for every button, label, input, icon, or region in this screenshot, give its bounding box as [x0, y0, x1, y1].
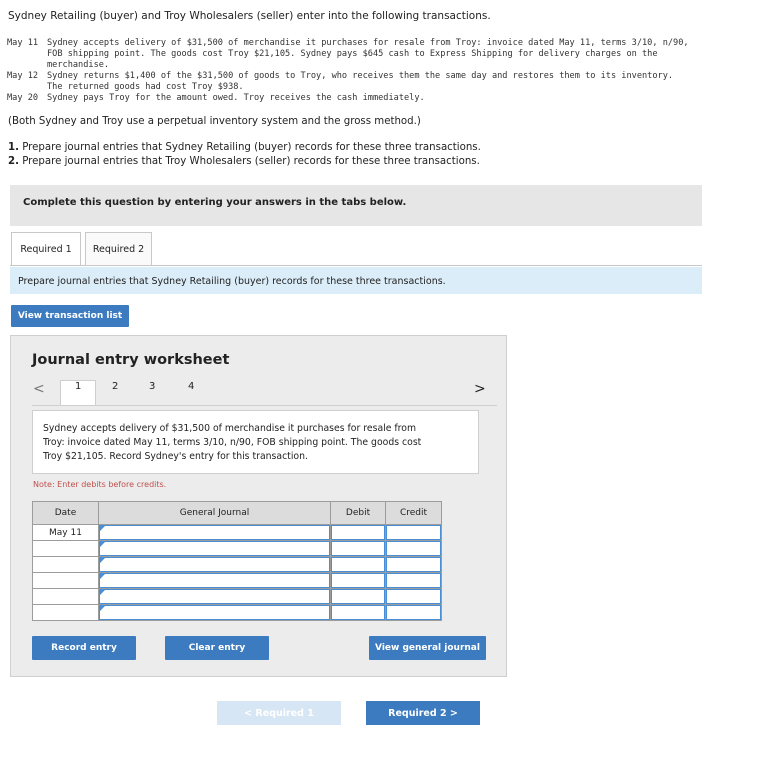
journal-row [33, 605, 442, 621]
dropdown-marker-icon [100, 574, 105, 579]
debit-input-cell [331, 573, 386, 589]
debit-column-header: Debit [331, 502, 386, 525]
account-input[interactable] [99, 605, 330, 620]
tab-required-1[interactable]: Required 1 [11, 232, 81, 266]
dropdown-marker-icon [100, 526, 105, 531]
instruction-bar [10, 267, 702, 294]
requirement-text: Prepare journal entries that Sydney Retailing (buyer) records for these three transactions. [22, 142, 481, 153]
prev-required-button[interactable]: < Required 1 [217, 701, 341, 725]
date-column-header: Date [33, 502, 99, 525]
pager-divider [32, 405, 497, 406]
account-input[interactable] [99, 541, 330, 556]
account-input[interactable] [99, 557, 330, 572]
transaction-may-20 [7, 93, 747, 105]
account-input[interactable] [99, 525, 330, 540]
requirement-1 [8, 142, 481, 153]
requirement-number: 1. [8, 142, 19, 153]
debit-input-cell [331, 605, 386, 621]
page-tab-1[interactable]: 1 [75, 381, 82, 392]
debit-input-cell [331, 589, 386, 605]
account-input-cell [99, 557, 331, 573]
credit-input-cell [386, 541, 442, 557]
page-tab-3[interactable]: 3 [149, 381, 156, 392]
instruction-text: Prepare journal entries that Sydney Retailing (buyer) records for these three transactions. [18, 276, 446, 287]
tab-divider [10, 265, 702, 266]
prev-page-chevron-icon[interactable]: < [33, 381, 45, 397]
account-input-cell [99, 541, 331, 557]
requirement-number: 2. [8, 156, 19, 167]
transaction-description: Sydney accepts delivery of $31,500 of merchandise it purchases for resale from Troy: invoice dated May 11, terms 3/10, n/90, FOB shipping point. The goods cost Troy $21,105. Sydney pays $645 cash to Express Shipping for delivery charges on the merchandise. [47, 38, 689, 70]
debit-input[interactable] [331, 525, 385, 540]
credit-input-cell [386, 573, 442, 589]
question-text: Sydney accepts delivery of $31,500 of merchandise it purchases for resale from Troy: invoice dated May 11, terms 3/10, n/90, FOB shipping point. The goods cost Troy $21,105. Record Sydney's entry for this transaction. [43, 423, 422, 462]
page-tab-2[interactable]: 2 [112, 381, 119, 392]
credit-column-header: Credit [386, 502, 442, 525]
debits-credits-note: Note: Enter debits before credits. [33, 480, 167, 489]
journal-row [33, 525, 442, 541]
transaction-date: May 20 [7, 93, 39, 103]
dropdown-marker-icon [100, 558, 105, 563]
intro-text: Sydney Retailing (buyer) and Troy Wholesalers (seller) enter into the following transactions. [8, 10, 491, 22]
credit-input[interactable] [386, 605, 441, 620]
date-cell[interactable] [33, 605, 99, 621]
date-cell[interactable] [33, 557, 99, 573]
journal-table [32, 501, 442, 621]
question-box [32, 410, 479, 474]
debit-input[interactable] [331, 557, 385, 572]
transaction-date: May 11 [7, 38, 39, 48]
worksheet-title: Journal entry worksheet [32, 352, 230, 368]
date-cell[interactable] [33, 589, 99, 605]
complete-question-banner [10, 185, 702, 226]
date-cell[interactable]: May 11 [33, 525, 99, 541]
next-required-button[interactable]: Required 2 > [366, 701, 480, 725]
credit-input-cell [386, 525, 442, 541]
account-input[interactable] [99, 573, 330, 588]
journal-row [33, 541, 442, 557]
transaction-may-12 [7, 71, 747, 93]
date-cell[interactable] [33, 573, 99, 589]
credit-input-cell [386, 589, 442, 605]
transaction-description: Sydney pays Troy for the amount owed. Troy receives the cash immediately. [47, 93, 425, 103]
tab-required-2[interactable]: Required 2 [85, 232, 152, 266]
debit-input[interactable] [331, 573, 385, 588]
general-journal-column-header: General Journal [99, 502, 331, 525]
journal-row [33, 557, 442, 573]
credit-input[interactable] [386, 557, 441, 572]
record-entry-button[interactable]: Record entry [32, 636, 136, 660]
account-input-cell [99, 605, 331, 621]
requirement-2 [8, 156, 480, 167]
account-input-cell [99, 573, 331, 589]
journal-row [33, 589, 442, 605]
journal-row [33, 573, 442, 589]
page-tab-4[interactable]: 4 [188, 381, 195, 392]
debit-input[interactable] [331, 605, 385, 620]
view-general-journal-button[interactable]: View general journal [369, 636, 486, 660]
debit-input[interactable] [331, 541, 385, 556]
account-input[interactable] [99, 589, 330, 604]
dropdown-marker-icon [100, 542, 105, 547]
account-input-cell [99, 589, 331, 605]
journal-entry-worksheet [10, 335, 507, 677]
credit-input-cell [386, 557, 442, 573]
debit-input[interactable] [331, 589, 385, 604]
account-input-cell [99, 525, 331, 541]
credit-input[interactable] [386, 573, 441, 588]
dropdown-marker-icon [100, 606, 105, 611]
credit-input[interactable] [386, 541, 441, 556]
credit-input[interactable] [386, 589, 441, 604]
credit-input[interactable] [386, 525, 441, 540]
view-transaction-list-button[interactable]: View transaction list [11, 305, 129, 327]
transaction-date: May 12 [7, 71, 39, 81]
complete-question-label: Complete this question by entering your answers in the tabs below. [23, 197, 407, 208]
requirement-text: Prepare journal entries that Troy Wholesalers (seller) records for these three transactions. [22, 156, 480, 167]
debit-input-cell [331, 525, 386, 541]
credit-input-cell [386, 605, 442, 621]
transaction-may-11 [7, 38, 747, 72]
next-page-chevron-icon[interactable]: > [474, 381, 486, 397]
dropdown-marker-icon [100, 590, 105, 595]
debit-input-cell [331, 541, 386, 557]
clear-entry-button[interactable]: Clear entry [165, 636, 269, 660]
date-cell[interactable] [33, 541, 99, 557]
transaction-description: Sydney returns $1,400 of the $31,500 of goods to Troy, who receives them the same day and restores them to its inventory. The returned goods had cost Troy $938. [47, 71, 674, 92]
system-note: (Both Sydney and Troy use a perpetual inventory system and the gross method.) [8, 116, 421, 127]
debit-input-cell [331, 557, 386, 573]
